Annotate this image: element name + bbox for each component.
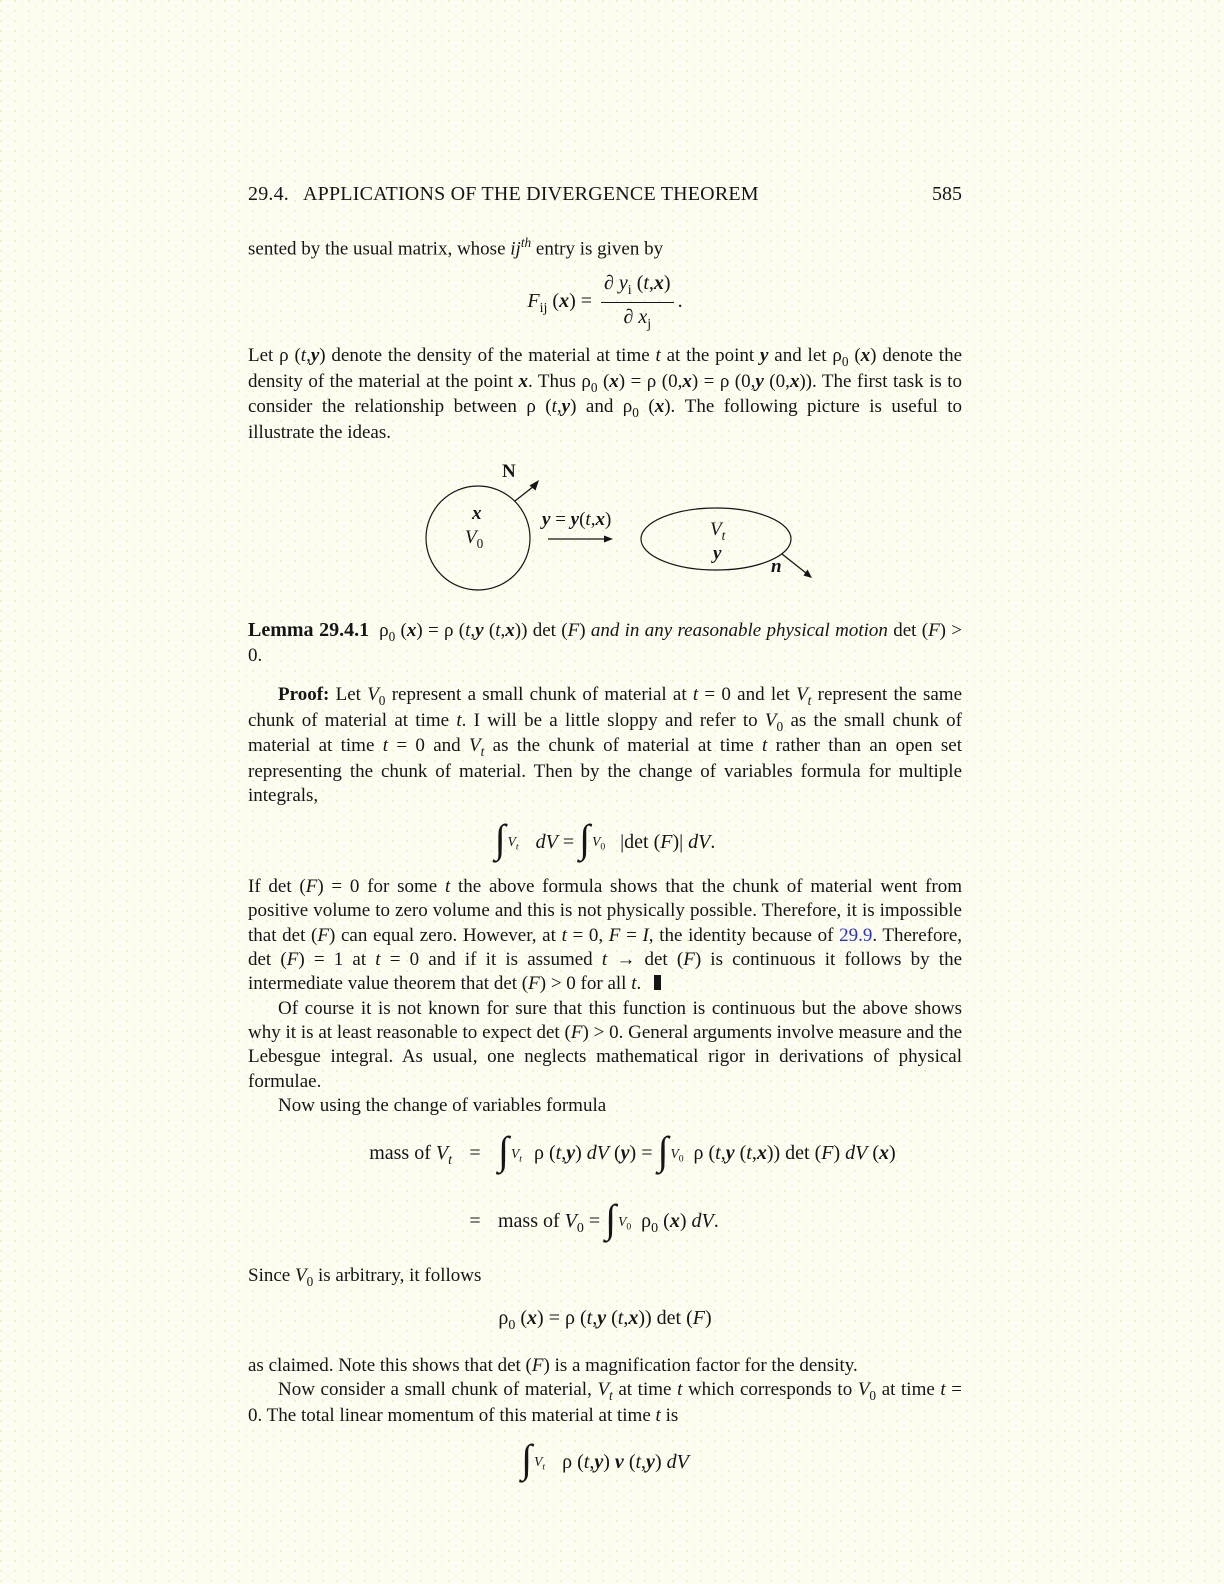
formula-momentum	[248, 1435, 962, 1489]
section-title: APPLICATIONS OF THE DIVERGENCE THEOREM	[303, 183, 759, 205]
integral-sign: ∫	[605, 1195, 617, 1241]
integral-sign: ∫	[579, 816, 591, 862]
paragraph-as-claimed: as claimed. Note this shows that det (F) is a magnification factor for the density.	[248, 1355, 858, 1377]
integral-v0	[658, 1129, 690, 1181]
equation-density-transform: $\rho_0$ (x) = ρ (t,y (t,x)) det (F)	[498, 1307, 712, 1334]
integral-v0	[605, 1197, 637, 1249]
qed-box	[654, 975, 661, 990]
label-V0: $V_0$	[465, 526, 484, 551]
equation-mass-row2	[332, 1194, 962, 1256]
paragraph-now-using: Now using the change of variables formula	[278, 1094, 607, 1116]
integral-vt-sub: $V_t$	[534, 1454, 546, 1473]
integral-vt	[495, 817, 527, 869]
label-Vt: $V_t$	[710, 518, 726, 543]
integral-v0	[579, 817, 611, 869]
equation-mass-row1	[332, 1126, 962, 1188]
mass-expr-b: ρ (t,y (t,x)) det (F) dV (x)	[693, 1142, 896, 1165]
section-number: 29.4.	[248, 183, 289, 205]
section-heading	[248, 183, 759, 206]
page-header	[248, 183, 962, 206]
integral-v0-sub: $V_0$	[592, 834, 606, 854]
integral-sign: ∫	[498, 1127, 509, 1173]
normal-n-arrowhead	[804, 569, 813, 578]
label-n: n	[771, 555, 782, 577]
paragraph-momentum-intro: Now consider a small chunk of material, $V_t$ at time t which corresponds to $V_0$ at time t = 0. The total linear momentum of this material at time t is	[248, 1379, 962, 1427]
integral-vt	[498, 1129, 530, 1181]
equals-sign: =	[469, 1142, 481, 1165]
integral-vt	[521, 1437, 553, 1489]
mass-expr-a: ρ (t,y) dV (y) =	[534, 1142, 653, 1165]
paragraph-det-argument: If det (F) = 0 for some t the above formula shows that the chunk of material went from positive volume to zero volume and this is not physically possible. Therefore, it is impossible that det (F) can equal zero. However, at t = 0, F = I, the identity because of 29.9. Therefore, det (F) = 1 at t = 0 and if it is assumed t → det (F) is continuous it follows by the intermediate value theorem that det (F) > 0 for all t.	[248, 876, 963, 995]
integral-sign: ∫	[521, 1435, 533, 1481]
normal-N-arrow-line	[515, 486, 534, 501]
page-number: 585	[932, 183, 962, 205]
formula-change-of-variables	[248, 815, 962, 869]
integral-sign: ∫	[494, 816, 506, 862]
figure-motion-diagram	[376, 462, 996, 608]
integral-v0-sub: $V_0$	[670, 1146, 684, 1165]
page-content	[248, 183, 962, 1495]
integral-vt-sub: $V_t$	[507, 834, 519, 854]
normal-n-arrow-line	[782, 554, 806, 573]
equation-mass	[248, 1126, 962, 1256]
formula-f-entry	[248, 272, 962, 334]
integral-vt-sub: $V_t$	[511, 1146, 522, 1165]
paragraph-continuation: sented by the usual matrix, whose $ij^{th}$ entry is given by	[248, 235, 664, 260]
paragraph-since: Since $V_0$ is arbitrary, it follows	[248, 1265, 482, 1290]
cov-rhs: |det (F)| dV.	[620, 830, 716, 853]
integral-sign: ∫	[657, 1127, 669, 1173]
label-x: x	[472, 502, 482, 524]
label-N: N	[502, 460, 516, 482]
paragraph-of-course: Of course it is not known for sure that this function is continuous but the above shows why it is at least reasonable to expect det (F) > 0. General arguments involve measure and the Lebesgue integral. As usual, one neglects mathematical rigor in derivations of physical formulae.	[248, 997, 962, 1092]
lemma-29-4-1	[248, 618, 962, 669]
ref-link[interactable]: 29.9	[839, 924, 873, 946]
paragraph-proof: Proof: Let $V_0$ represent a small chunk of material at t = 0 and let $V_t$ represent the same chunk of material at time t. I will be a little sloppy and refer to $V_0$ as the small chunk of material at time t = 0 and $V_t$ as the chunk of material at time t rather than an open set representing the chunk of material. Then by the change of variables formula for multiple integrals,	[248, 683, 962, 807]
fraction-denominator: ∂ $x_j$	[601, 302, 674, 333]
fraction-numerator: ∂ $y_i$ (t,x)	[604, 271, 671, 298]
formula-f-period: .	[677, 289, 683, 312]
formula-f-lhs: $F_{ij}$ (x) =	[527, 289, 593, 316]
momentum-expr: ρ (t,y) v (t,y) dV	[562, 1450, 689, 1473]
label-y: y	[713, 542, 722, 564]
integral-v0-sub: $V_0$	[618, 1214, 632, 1233]
mass-expr-d: $\rho_0$ (x) dV.	[641, 1210, 719, 1237]
lemma-statement: $\rho_0$ (x) = ρ (t,y (t,x)) det (F) and in any reasonable physical motion det (F) > 0.	[248, 619, 963, 667]
paragraph-density: Let ρ (t,y) denote the density of the material at time t at the point y and let $\rho_0$ (x) denote the density of the material at the point x. Thus $\rho_0$ (x) = ρ (0,x) = ρ (0,y (0,x)). The first task is to consider the relationship between ρ (t,y) and $\rho_0$ (x). The following picture is useful to illustrate the ideas.	[248, 344, 963, 444]
mass-expr-c: mass of $V_0$ =	[498, 1210, 601, 1237]
label-map-y: y = y(t,x)	[542, 508, 612, 530]
lemma-heading: Lemma 29.4.1	[248, 618, 370, 641]
mass-lhs: mass of $V_t$	[369, 1142, 452, 1169]
fraction	[601, 272, 674, 333]
map-arrowhead	[604, 535, 613, 542]
equals-sign: =	[469, 1210, 481, 1233]
cov-mid: dV =	[535, 830, 575, 853]
